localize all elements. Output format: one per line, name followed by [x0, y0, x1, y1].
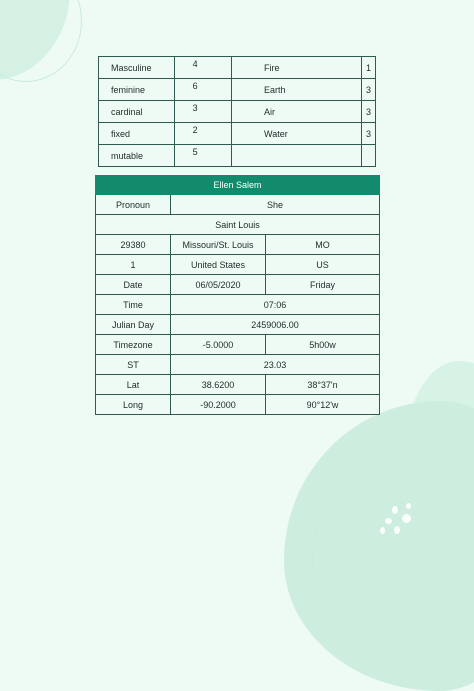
pronoun-value: She — [171, 195, 380, 215]
country-value: United States — [171, 255, 266, 275]
timezone-label: Timezone — [96, 335, 171, 355]
date-value: 06/05/2020 — [171, 275, 266, 295]
date-label: Date — [96, 275, 171, 295]
element-label: Water — [232, 123, 362, 145]
time-label: Time — [96, 295, 171, 315]
pronoun-label: Pronoun — [96, 195, 171, 215]
table-row — [96, 295, 380, 315]
lat-label: Lat — [96, 375, 171, 395]
quality-label: mutable — [99, 145, 175, 167]
st-label: ST — [96, 355, 171, 375]
country-code-value: US — [266, 255, 380, 275]
long-decimal-value: -90.2000 — [171, 395, 266, 415]
table-row — [96, 375, 380, 395]
element-label: Earth — [232, 79, 362, 101]
long-dms-value: 90°12'w — [266, 395, 380, 415]
table-row — [99, 79, 376, 101]
table-row — [96, 255, 380, 275]
elements-qualities-table — [98, 56, 376, 167]
element-label — [232, 145, 362, 167]
table-row — [99, 101, 376, 123]
quality-label: cardinal — [99, 101, 175, 123]
profile-name: Ellen Salem — [96, 176, 380, 195]
decorative-dot — [394, 526, 400, 534]
table-row — [96, 195, 380, 215]
region-value: Missouri/St. Louis — [171, 235, 266, 255]
quality-count: 5 — [174, 145, 231, 167]
quality-count: 6 — [174, 79, 231, 101]
quality-label: Masculine — [99, 57, 175, 79]
table-row — [96, 215, 380, 235]
element-count: 1 — [361, 57, 375, 79]
st-value: 23.03 — [171, 355, 380, 375]
table-header-row — [96, 176, 380, 195]
table-row — [99, 57, 376, 79]
julian-day-value: 2459006.00 — [171, 315, 380, 335]
city-value: Saint Louis — [96, 215, 380, 235]
decorative-line — [0, 0, 82, 82]
table-row — [96, 355, 380, 375]
quality-label: feminine — [99, 79, 175, 101]
element-count: 3 — [361, 101, 375, 123]
decorative-dot — [402, 514, 411, 523]
zip-value: 29380 — [96, 235, 171, 255]
decorative-dot — [385, 518, 392, 524]
table-row — [96, 315, 380, 335]
decorative-dot — [380, 527, 385, 534]
quality-count: 3 — [174, 101, 231, 123]
state-value: MO — [266, 235, 380, 255]
decorative-dot — [392, 506, 398, 514]
table-row — [99, 123, 376, 145]
birth-details-table — [95, 175, 380, 415]
table-row — [96, 275, 380, 295]
quality-count: 2 — [174, 123, 231, 145]
number-value: 1 — [96, 255, 171, 275]
lat-decimal-value: 38.6200 — [171, 375, 266, 395]
table-row — [96, 395, 380, 415]
quality-count: 4 — [174, 57, 231, 79]
element-label: Fire — [232, 57, 362, 79]
julian-day-label: Julian Day — [96, 315, 171, 335]
table-row — [96, 235, 380, 255]
lat-dms-value: 38°37'n — [266, 375, 380, 395]
quality-label: fixed — [99, 123, 175, 145]
timezone-hm-value: 5h00w — [266, 335, 380, 355]
time-value: 07:06 — [171, 295, 380, 315]
element-count — [361, 145, 375, 167]
element-count: 3 — [361, 123, 375, 145]
element-count: 3 — [361, 79, 375, 101]
timezone-offset-value: -5.0000 — [171, 335, 266, 355]
table-row — [99, 145, 376, 167]
weekday-value: Friday — [266, 275, 380, 295]
element-label: Air — [232, 101, 362, 123]
table-row — [96, 335, 380, 355]
decorative-dot — [406, 503, 411, 509]
long-label: Long — [96, 395, 171, 415]
